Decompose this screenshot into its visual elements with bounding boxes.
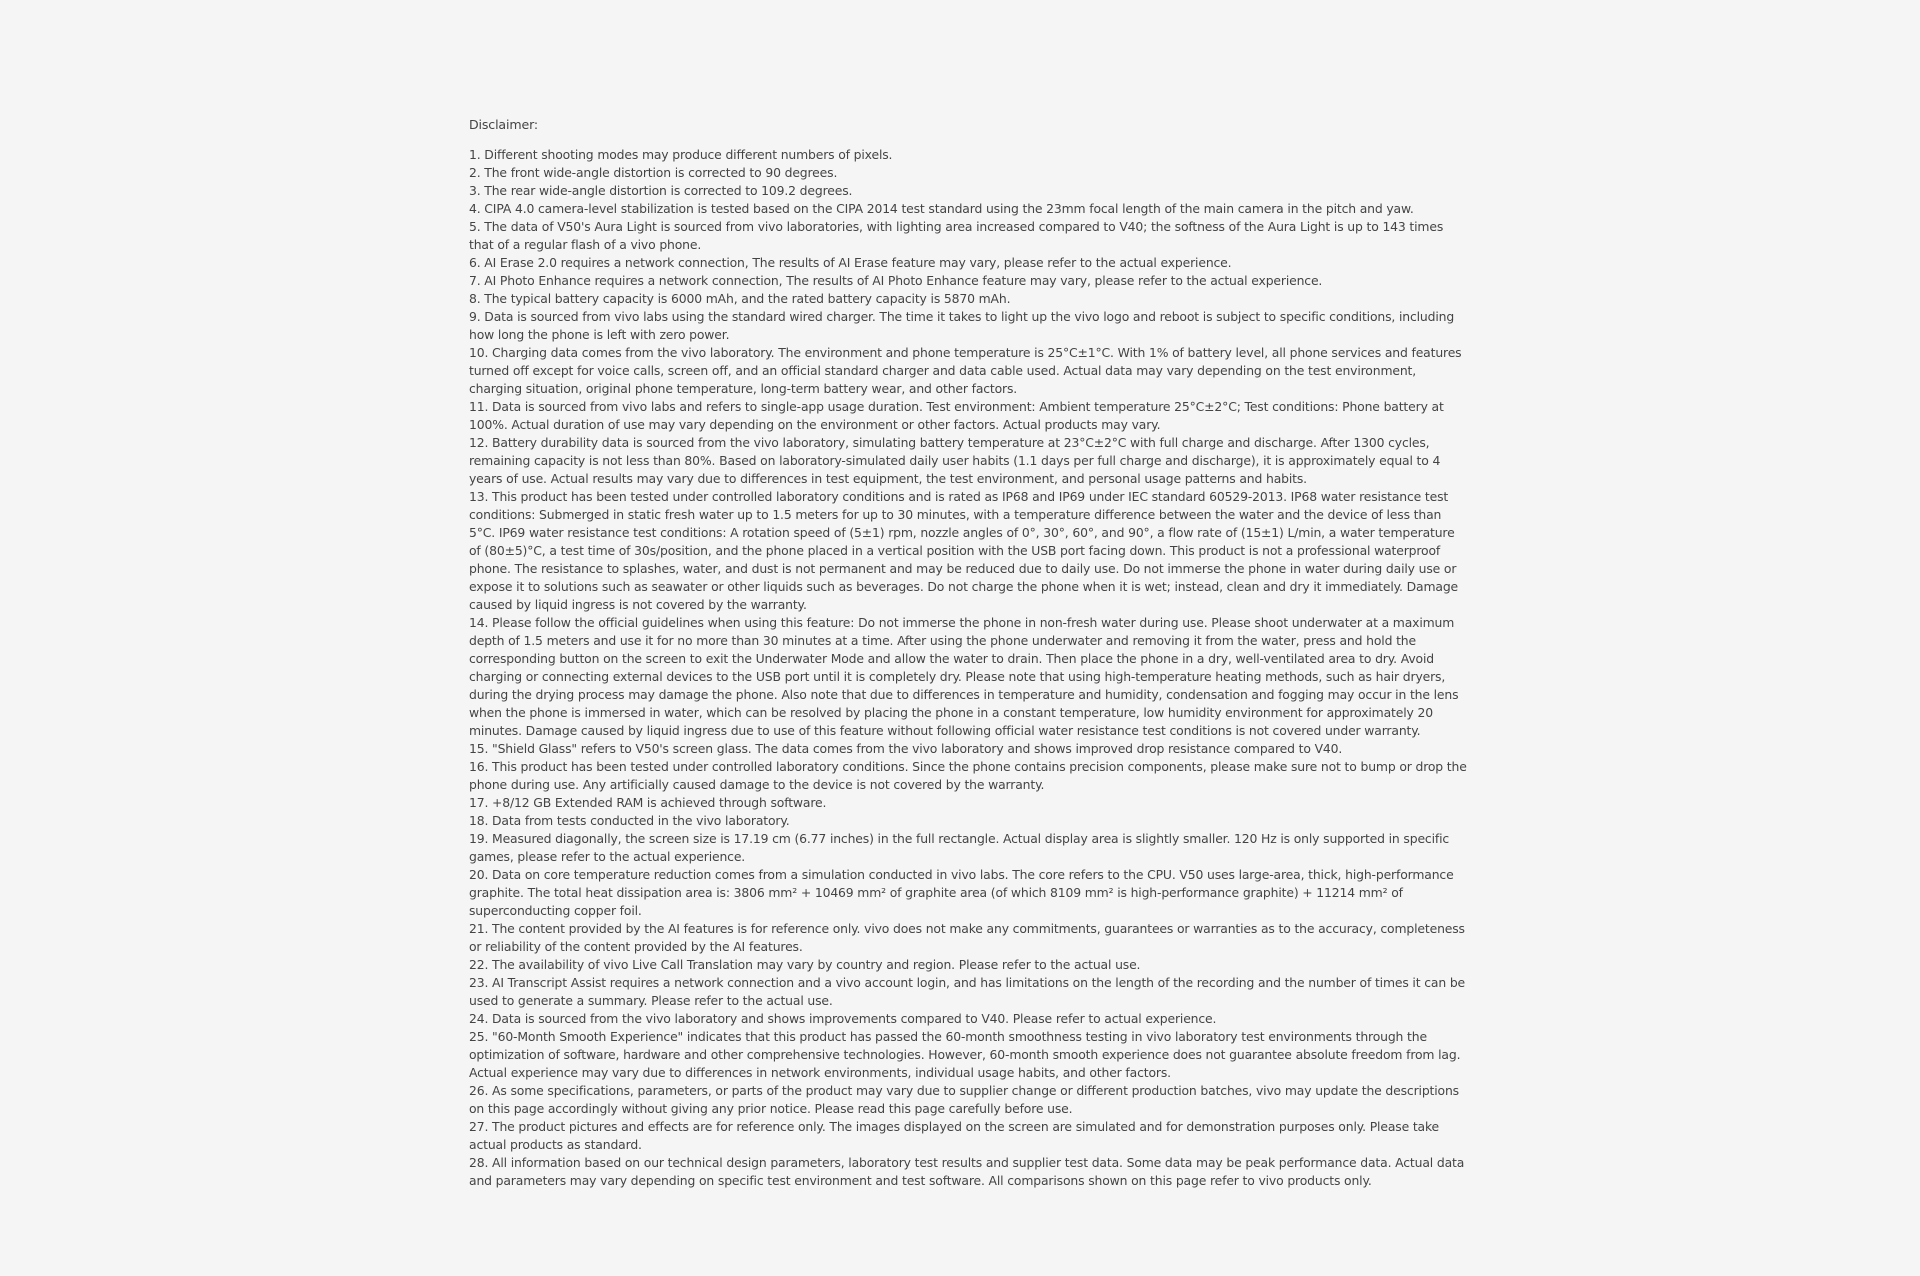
disclaimer-item: 4. CIPA 4.0 camera-level stabilization is tested based on the CIPA 2014 test standard using the 23mm focal length of the main camera in the pitch and yaw. — [469, 201, 1414, 216]
disclaimer-item: 22. The availability of vivo Live Call Translation may vary by country and region. Please refer to the actual use. — [469, 957, 1141, 972]
disclaimer-item: 5. The data of V50's Aura Light is sourced from vivo laboratories, with lighting area increased compared to V40; the softness of the Aura Light is up to 143 times that of a regular flash of a vivo phone. — [469, 219, 1444, 252]
disclaimer-item: 24. Data is sourced from the vivo laboratory and shows improvements compared to V40. Please refer to actual experience. — [469, 1011, 1217, 1026]
disclaimer-item: 19. Measured diagonally, the screen size is 17.19 cm (6.77 inches) in the full rectangle. Actual display area is slightly smaller. 120 Hz is only supported in specific games, please refer to the actual experience. — [469, 831, 1450, 864]
disclaimer-item: 28. All information based on our technical design parameters, laboratory test results and supplier test data. Some data may be peak performance data. Actual data and parameters may vary depending on specific test environment and test software. All comparisons shown on this page refer to vivo products only. — [469, 1155, 1465, 1188]
disclaimer-item: 9. Data is sourced from vivo labs using the standard wired charger. The time it takes to light up the vivo logo and reboot is subject to specific conditions, including how long the phone is left with zero power. — [469, 309, 1455, 342]
disclaimer-item: 10. Charging data comes from the vivo laboratory. The environment and phone temperature is 25°C±1°C. With 1% of battery level, all phone services and features turned off except for voice calls, screen off, and an official standard charger and data cable used. Actual data may vary depending on the test environment, charging situation, original phone temperature, long-term battery wear, and other factors. — [469, 345, 1462, 396]
disclaimer-item: 17. +8/12 GB Extended RAM is achieved through software. — [469, 795, 827, 810]
disclaimer-item: 23. AI Transcript Assist requires a network connection and a vivo account login, and has limitations on the length of the recording and the number of times it can be used to generate a summary. Please refer to the actual use. — [469, 975, 1466, 1008]
disclaimer-item: 3. The rear wide-angle distortion is corrected to 109.2 degrees. — [469, 183, 853, 198]
disclaimer-item: 27. The product pictures and effects are for reference only. The images displayed on the screen are simulated and for demonstration purposes only. Please take actual products as standard. — [469, 1119, 1440, 1152]
disclaimer-item: 1. Different shooting modes may produce different numbers of pixels. — [469, 147, 893, 162]
disclaimer-item: 8. The typical battery capacity is 6000 mAh, and the rated battery capacity is 5870 mAh. — [469, 291, 1011, 306]
disclaimer-item: 20. Data on core temperature reduction comes from a simulation conducted in vivo labs. The core refers to the CPU. V50 uses large-area, thick, high-performance graphite. The total heat dissipation area is: 3806 mm² + 10469 mm² of graphite area (of which 8109 mm² is high-performance graphite) + 11214 mm² of superconducting copper foil. — [469, 867, 1454, 918]
disclaimer-item: 15. "Shield Glass" refers to V50's screen glass. The data comes from the vivo laboratory and shows improved drop resistance compared to V40. — [469, 741, 1343, 756]
disclaimer-section — [469, 116, 1469, 1190]
disclaimer-item: 14. Please follow the official guidelines when using this feature: Do not immerse the phone in non-fresh water during use. Please shoot underwater at a maximum depth of 1.5 meters and use it for no more than 30 minutes at a time. After using the phone underwater and removing it from the water, press and hold the corresponding button on the screen to exit the Underwater Mode and allow the water to drain. Then place the phone in a dry, well-ventilated area to dry. Avoid charging or connecting external devices to the USB port until it is completely dry. Please note that using high-temperature heating methods, such as hair dryers, during the drying process may damage the phone. Also note that due to differences in temperature and humidity, condensation and fogging may occur in the lens when the phone is immersed in water, which can be resolved by placing the phone in a constant temperature, low humidity environment for approximately 20 minutes. Damage caused by liquid ingress due to use of this feature without following official water resistance test conditions is not covered under warranty. — [469, 615, 1459, 738]
disclaimer-item: 6. AI Erase 2.0 requires a network connection, The results of AI Erase feature may vary, please refer to the actual experience. — [469, 255, 1232, 270]
disclaimer-item: 18. Data from tests conducted in the vivo laboratory. — [469, 813, 790, 828]
disclaimer-item: 7. AI Photo Enhance requires a network connection, The results of AI Photo Enhance feature may vary, please refer to the actual experience. — [469, 273, 1323, 288]
disclaimer-list — [469, 146, 1469, 1190]
disclaimer-item: 12. Battery durability data is sourced from the vivo laboratory, simulating battery temperature at 23°C±2°C with full charge and discharge. After 1300 cycles, remaining capacity is not less than 80%. Based on laboratory-simulated daily user habits (1.1 days per full charge and discharge), it is approximately equal to 4 years of use. Actual results may vary due to differences in test equipment, the test environment, and personal usage patterns and habits. — [469, 435, 1441, 486]
disclaimer-item: 11. Data is sourced from vivo labs and refers to single-app usage duration. Test environment: Ambient temperature 25°C±2°C; Test conditions: Phone battery at 100%. Actual duration of use may vary depending on the environment or other factors. Actual products may vary. — [469, 399, 1444, 432]
disclaimer-item: 26. As some specifications, parameters, or parts of the product may vary due to supplier change or different production batches, vivo may update the descriptions on this page accordingly without giving any prior notice. Please read this page carefully before use. — [469, 1083, 1459, 1116]
disclaimer-title: Disclaimer: — [469, 117, 538, 132]
disclaimer-item: 16. This product has been tested under controlled laboratory conditions. Since the phone contains precision components, please make sure not to bump or drop the phone during use. Any artificially caused damage to the device is not covered by the warranty. — [469, 759, 1467, 792]
disclaimer-item: 21. The content provided by the AI features is for reference only. vivo does not make any commitments, guarantees or warranties as to the accuracy, completeness or reliability of the content provided by the AI features. — [469, 921, 1465, 954]
disclaimer-item: 13. This product has been tested under controlled laboratory conditions and is rated as IP68 and IP69 under IEC standard 60529-2013. IP68 water resistance test conditions: Submerged in static fresh water up to 1.5 meters for up to 30 minutes, with a temperature difference between the water and the device of less than 5°C. IP69 water resistance test conditions: A rotation speed of (5±1) rpm, nozzle angles of 0°, 30°, 60°, and 90°, a flow rate of (15±1) L/min, a water temperature of (80±5)°C, a test time of 30s/position, and the phone placed in a vertical position with the USB port facing down. This product is not a professional waterproof phone. The resistance to splashes, water, and dust is not permanent and may be reduced due to daily use. Do not immerse the phone in water during daily use or expose it to solutions such as seawater or other liquids such as beverages. Do not charge the phone when it is wet; instead, clean and dry it immediately. Damage caused by liquid ingress is not covered by the warranty. — [469, 489, 1459, 612]
disclaimer-item: 25. "60-Month Smooth Experience" indicates that this product has passed the 60-month smoothness testing in vivo laboratory test environments through the optimization of software, hardware and other comprehensive technologies. However, 60-month smooth experience does not guarantee absolute freedom from lag. Actual experience may vary due to differences in network environments, individual usage habits, and other factors. — [469, 1029, 1461, 1080]
disclaimer-item: 2. The front wide-angle distortion is corrected to 90 degrees. — [469, 165, 838, 180]
